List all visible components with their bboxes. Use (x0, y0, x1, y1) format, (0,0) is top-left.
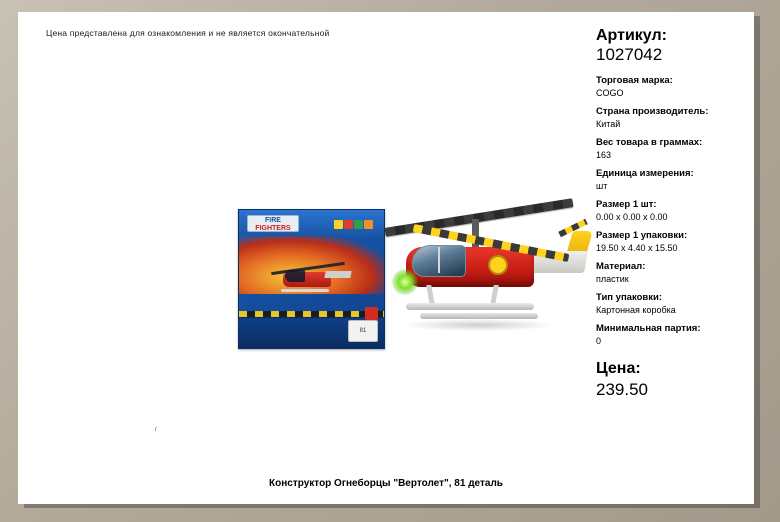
product-image-area (198, 187, 588, 367)
spec-key: Единица измерения: (596, 168, 694, 179)
skid-strut-left (426, 285, 435, 305)
brick-swatch-orange (364, 220, 373, 229)
sku-label: Артикул: (596, 27, 667, 44)
spec-key: Размер 1 шт: (596, 199, 657, 210)
box-cockpit (285, 270, 305, 282)
product-sheet (18, 12, 754, 504)
box-helicopter-graphic (269, 258, 355, 298)
spec-key: Минимальная партия: (596, 323, 701, 334)
spec-value: 163 (596, 150, 612, 160)
spec-value: Китай (596, 119, 621, 129)
spec-key: Размер 1 упаковки: (596, 230, 688, 241)
spec-value: 19.50 x 4.40 x 15.50 (596, 243, 678, 253)
spec-row-weight (596, 137, 748, 161)
brick-color-swatches (334, 216, 378, 230)
model-shadow (404, 319, 554, 331)
spec-row-brand (596, 75, 748, 99)
canopy-divider (438, 247, 440, 273)
box-tail (324, 271, 351, 278)
spec-key: Страна производитель: (596, 106, 709, 117)
box-skid (281, 289, 329, 292)
spec-row-material (596, 261, 748, 285)
skid-strut-right (490, 285, 499, 305)
price-disclaimer: Цена представлена для ознакомления и не является окончательной (46, 28, 330, 38)
spec-value: пластик (596, 274, 629, 284)
spec-row-unit (596, 168, 748, 192)
spec-row-package-size (596, 230, 748, 254)
box-logo (247, 215, 299, 232)
brick-swatch-green (354, 220, 363, 229)
spec-value: COGO (596, 88, 624, 98)
spec-key: Тип упаковки: (596, 292, 662, 303)
spec-row-min-batch (596, 323, 748, 347)
spec-value: Картонная коробка (596, 305, 676, 315)
landing-skid-back (420, 313, 538, 319)
specifications-panel (596, 26, 748, 400)
price-value: 239.50 (596, 380, 648, 399)
spec-value: 0.00 x 0.00 x 0.00 (596, 212, 668, 222)
spec-key: Вес товара в граммах: (596, 137, 703, 148)
spec-value: шт (596, 181, 608, 191)
sku-value: 1027042 (596, 45, 663, 64)
landing-skid-front (406, 303, 534, 310)
spec-value: 0 (596, 336, 602, 346)
price-label: Цена: (596, 360, 641, 377)
spec-row-item-size (596, 199, 748, 223)
fire-emblem (488, 255, 508, 275)
product-caption: Конструктор Огнеборцы "Вертолет", 81 деталь (269, 478, 503, 489)
tiny-mark: г (155, 427, 158, 433)
brick-swatch-red (344, 220, 353, 229)
package-box-image (238, 209, 385, 349)
spec-key: Торговая марка: (596, 75, 673, 86)
box-logo-line1: FIRE (265, 217, 281, 224)
spec-row-country (596, 106, 748, 130)
spec-key: Материал: (596, 261, 646, 272)
nose-light-glow (392, 269, 418, 295)
box-logo-line2: FIGHTERS (255, 225, 291, 232)
box-piece-count-badge: 81 (348, 320, 378, 342)
helicopter-model-image (376, 195, 591, 360)
spec-row-package-type (596, 292, 748, 316)
brick-swatch-yellow (334, 220, 343, 229)
